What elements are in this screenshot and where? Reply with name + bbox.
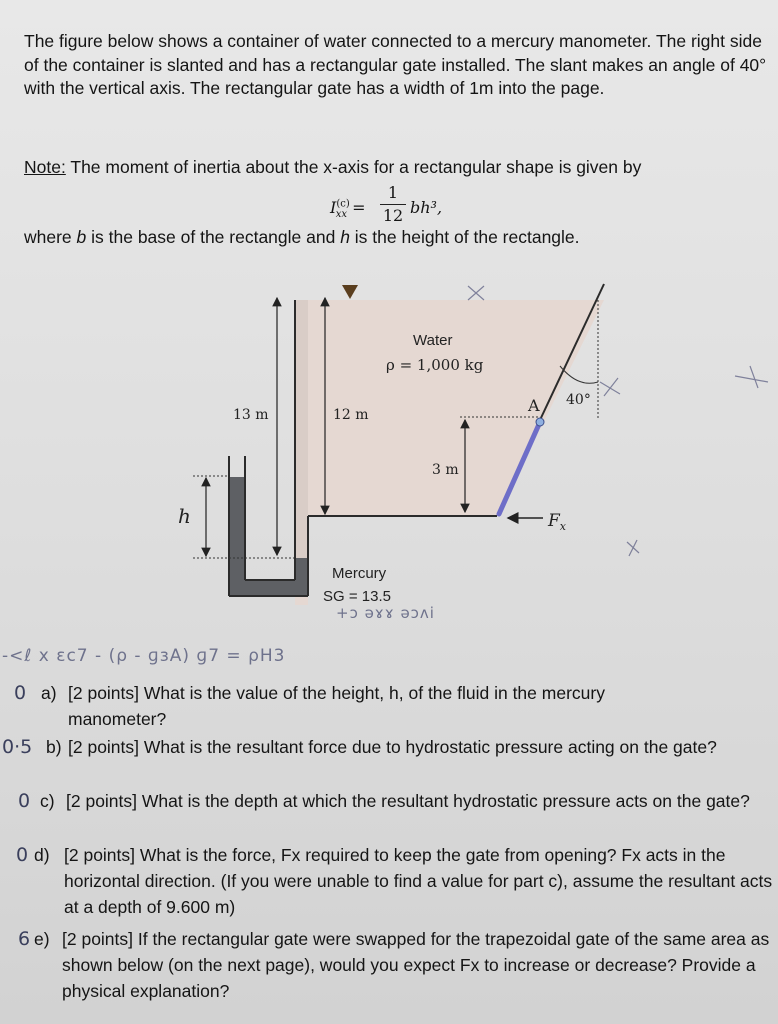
fraction-bar [380,204,406,205]
label-mercury-sg: SG = 13.5 [323,588,391,605]
note-paragraph [24,156,769,179]
where-b: b [76,227,87,247]
formula-rhs: bh³, [410,198,443,217]
label-mercury: Mercury [332,565,387,582]
grade-mark-d: 0 [16,844,29,866]
formula-symbol: I [330,198,337,217]
question-a-text: [2 points] What is the value of the height, h, of the fluid in the mercury manometer? [68,683,605,729]
label-force [547,511,567,533]
question-c-label: c) [40,791,55,811]
where-suffix: is the height of the rectangle. [349,227,580,247]
where-h: h [340,227,350,247]
label-12m: 12 m [333,407,369,423]
label-force-subscript: x [559,520,567,533]
question-e-label: e) [34,929,50,949]
where-middle: is the base of the rectangle and [86,227,341,247]
label-h: h [178,504,191,528]
fraction-denominator: 12 [382,206,404,225]
formula-superscript: (c) [336,198,350,210]
question-c-text: [2 points] What is the depth at which the resultant hydrostatic pressure acts on the gate? [66,791,750,811]
where-sentence [24,226,769,249]
where-prefix: where [24,227,77,247]
label-force-symbol: F [548,511,560,531]
hinge-a [536,418,544,426]
label-3m: 3 m [432,462,459,478]
question-b-text: [2 points] What is the resultant force due to hydrostatic pressure acting on the gate? [68,737,717,757]
label-water: Water [413,332,453,349]
formula-subscript: xx [335,209,348,221]
grade-mark-e: 6 [18,928,31,950]
grade-mark-b: 0·5 [2,736,33,758]
label-point-a: A [528,396,540,415]
label-water-density: ρ = 1,000 kg [386,356,484,374]
problem-intro: The figure below shows a container of water connected to a mercury manometer. The right side of the container is slanted and has a rectangular gate installed. The slant makes an angle of 40° with the vertical axis. The rectangular gate has a width of 1m into the page. [24,31,767,98]
handwritten-note-2: +ɔ əɤɤ əɔʌi [336,604,435,622]
question-a-label: a) [41,683,57,703]
label-angle: 40° [566,392,591,408]
label-13m: 13 m [233,407,269,423]
formula-lhs [330,198,366,220]
fraction-numerator: 1 [387,183,399,202]
grade-mark-c: 0 [18,790,31,812]
question-b-label: b) [46,737,62,757]
grade-mark-a: 0 [14,682,27,704]
note-label: Note: [24,157,66,177]
question-d-text: [2 points] What is the force, Fx required to keep the gate from opening? Fx acts in the horizontal direction. (If you were unable to find a value for part c), assume the resultant acts at a depth of 9.600 m) [64,845,773,917]
manometer-right-leg-fluid [295,300,308,560]
question-d-label: d) [34,845,50,865]
free-surface-marker [342,285,358,299]
formula-fraction [380,184,406,225]
formula-equals: = [347,198,366,217]
note-text: The moment of inertia about the x-axis for a rectangular shape is given by [65,157,642,177]
question-e-text: [2 points] If the rectangular gate were swapped for the trapezoidal gate of the same area as shown below (on the next page), would you expect Fx to increase or decrease? Provide a physical explanation? [62,929,770,1001]
handwritten-note-1: -<ℓ x ɛc7 - (ρ - ɡɜA) ɡ7 = ρH3 [2,646,286,666]
manometer-diagram [0,270,778,640]
